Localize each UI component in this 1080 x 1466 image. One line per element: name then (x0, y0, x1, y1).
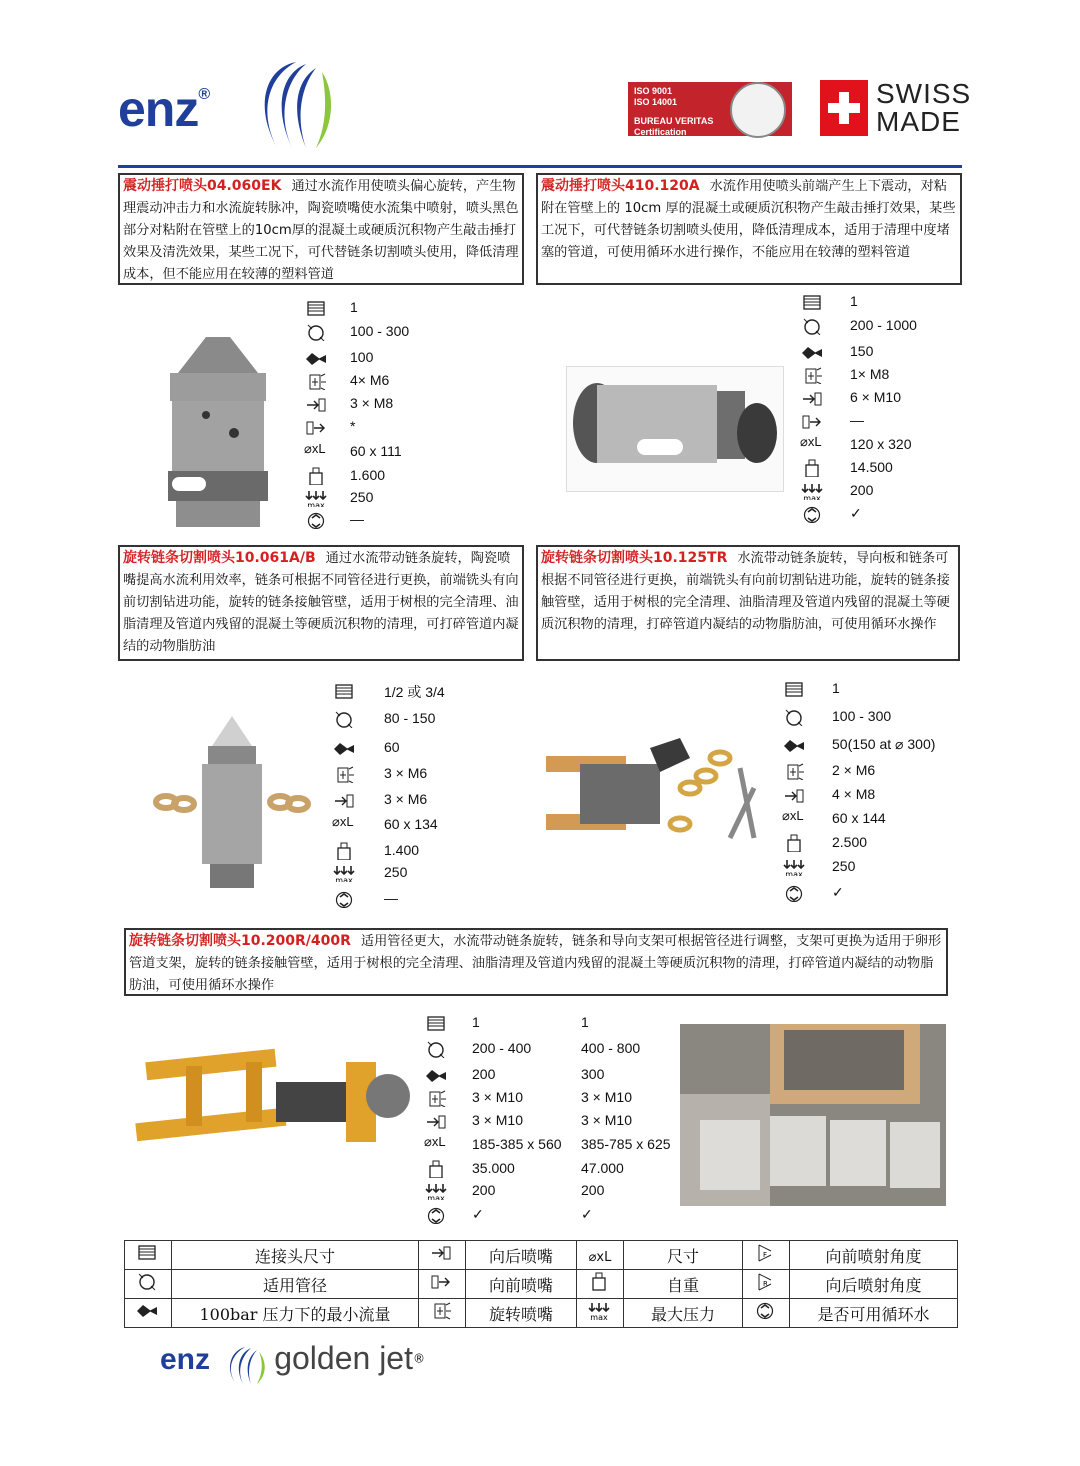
legend-icon-cell (125, 1270, 172, 1299)
product-description-10061ab (118, 545, 524, 661)
dimension-icon: ⌀xL (588, 1249, 612, 1265)
product-image-04060ek (166, 333, 270, 533)
spec-value: 50(150 at ⌀ 300) (832, 736, 936, 752)
legend-label: 适用管径 (172, 1270, 419, 1299)
dimension-icon: ⌀xL (332, 814, 354, 829)
legend-icon-cell (125, 1299, 172, 1328)
spec-value-a: ✓ (472, 1206, 484, 1222)
enz-logo-text: enz (118, 81, 199, 137)
backward-nozzle-icon (429, 1243, 455, 1263)
spec-value: — (850, 412, 864, 428)
legend-icon-cell (125, 1241, 172, 1270)
product-desc-text: 适用管径更大，水流带动链条旋转，链条和导向支架可根据管径进行调整，支架可更换为适用于卵形管道支架，旋转的链条接触管壁，适用于树根的完全清理、油脂清理及管道内残留的混凝土等硬质沉积物的清理，打碎管道内凝结的动物脂肪油，可使用循环水操作 (129, 934, 942, 993)
spec-value: 60 x 111 (350, 443, 402, 459)
registered-mark: ® (198, 86, 210, 103)
recycled-water-icon (332, 890, 358, 908)
legend-row (125, 1270, 958, 1299)
spec-value-a: 185-385 x 560 (472, 1136, 562, 1152)
max-pressure-icon (587, 1301, 613, 1321)
product-image-10125tr (540, 728, 772, 858)
spec-value: 6 × M10 (850, 389, 901, 405)
spec-value-a: 200 (472, 1066, 496, 1082)
pipe-diameter-icon (424, 1040, 450, 1058)
legend-icon-cell (419, 1299, 466, 1328)
spec-value: 1 (832, 680, 840, 696)
spec-value: — (384, 890, 398, 906)
spec-value-b: 385-785 x 625 (581, 1136, 671, 1152)
weight-icon (782, 834, 808, 852)
max-pressure-icon (304, 489, 330, 507)
spec-value: 60 x 134 (384, 816, 438, 832)
recycled-water-icon (800, 505, 826, 523)
forward-angle-icon (753, 1243, 779, 1263)
max-pressure-icon (782, 858, 808, 876)
product-desc-text: 通过水流作用使喷头偏心旋转，产生物理震动冲击力和水流旋转脉冲，陶瓷喷嘴使水流集中喷射，喷头黑色部分对粘附在管壁上的10cm厚的混凝土或硬质沉积物产生敲击捶打效果及清洗效果，某些工况下，可代替链条切割喷头使用，降低清理成本，但不能应用在较薄的塑料管道 (123, 179, 519, 282)
product-title: 旋转链条切割喷头10.125TR (541, 550, 728, 566)
connector-size-icon (800, 293, 826, 311)
spec-value-a: 3 × M10 (472, 1112, 523, 1128)
product-title: 震动捶打喷头410.120A (541, 178, 700, 194)
connector-size-icon (135, 1243, 161, 1263)
spec-value: 14.500 (850, 459, 893, 475)
spec-value: 200 (850, 482, 874, 498)
forward-nozzle-icon (429, 1272, 455, 1292)
legend-label: 向前喷射角度 (790, 1241, 958, 1270)
legend-icon-cell (743, 1241, 790, 1270)
spec-value-a: 200 (472, 1182, 496, 1198)
made-text: MADE (876, 106, 961, 137)
legend-label: 旋转喷嘴 (466, 1299, 577, 1328)
max-pressure-icon (332, 864, 358, 882)
legend-icon-cell (577, 1299, 624, 1328)
spec-value: 60 x 144 (832, 810, 886, 826)
bureau-veritas-certification (628, 82, 792, 136)
weight-icon (304, 467, 330, 485)
connector-size-icon (782, 680, 808, 698)
spec-value-b: ✓ (581, 1206, 593, 1222)
legend-label: 向后喷射角度 (790, 1270, 958, 1299)
recycled-water-icon (304, 511, 330, 529)
spec-value: — (350, 511, 364, 527)
backward-nozzle-icon (782, 786, 808, 804)
backward-angle-icon (753, 1272, 779, 1292)
legend-icon-cell (577, 1270, 624, 1299)
flow-rate-icon (304, 349, 330, 367)
legend-icon-cell (577, 1241, 624, 1270)
legend-label: 最大压力 (624, 1299, 743, 1328)
spec-value: 250 (384, 864, 408, 880)
spec-value: 3 × M6 (384, 765, 428, 781)
spec-value: 4 × M8 (832, 786, 876, 802)
spec-value: 1.600 (350, 467, 386, 483)
spec-value: 2.500 (832, 834, 868, 850)
weight-icon (332, 842, 358, 860)
footer-registered-mark: ® (412, 1351, 425, 1366)
dimension-icon: ⌀xL (424, 1134, 446, 1149)
spec-value: ✓ (850, 505, 862, 521)
forward-nozzle-icon (800, 412, 826, 430)
spec-value: 1 (850, 293, 858, 309)
connector-size-icon (424, 1014, 450, 1032)
spec-value: 1/2 或 3/4 (384, 684, 445, 700)
backward-nozzle-icon (332, 791, 358, 809)
spec-value: 250 (350, 489, 374, 505)
legend-icon-cell (743, 1270, 790, 1299)
dimension-icon: ⌀xL (304, 441, 326, 456)
spec-value-b: 1 (581, 1014, 589, 1030)
rotating-nozzle-icon (782, 762, 808, 780)
legend-label: 是否可用循环水 (790, 1299, 958, 1328)
legend-label: 尺寸 (624, 1241, 743, 1270)
swiss-made-text (876, 80, 971, 136)
spec-value: 100 - 300 (350, 323, 410, 339)
footer-enz-text: enz (160, 1343, 211, 1376)
flow-rate-icon (135, 1301, 161, 1321)
spec-value: 1 (350, 299, 358, 315)
footer-golden-jet-text: golden jet (274, 1340, 413, 1376)
pipe-diameter-icon (800, 317, 826, 335)
flow-rate-icon (800, 343, 826, 361)
spec-value-b: 3 × M10 (581, 1112, 632, 1128)
rotating-nozzle-icon (800, 366, 826, 384)
recycled-water-icon (424, 1206, 450, 1224)
pipe-diameter-icon (135, 1272, 161, 1292)
spec-value-b: 400 - 800 (581, 1040, 641, 1056)
spec-value: 100 - 300 (832, 708, 892, 724)
legend-icon-cell (419, 1270, 466, 1299)
spec-value: 150 (850, 343, 874, 359)
cert-line: BUREAU VERITAS (634, 116, 714, 126)
swiss-text: SWISS (876, 78, 972, 109)
backward-nozzle-icon (424, 1112, 450, 1130)
spec-value: 120 x 320 (850, 436, 912, 452)
backward-nozzle-icon (304, 395, 330, 413)
legend-label: 连接头尺寸 (172, 1241, 419, 1270)
spec-value: 1× M8 (850, 366, 890, 382)
spec-value: 250 (832, 858, 856, 874)
dimension-icon: ⌀xL (782, 808, 804, 823)
product-image-10061ab (152, 716, 312, 890)
header-divider (118, 165, 962, 168)
dimension-icon: ⌀xL (800, 434, 822, 449)
spec-value-a: 200 - 400 (472, 1040, 532, 1056)
max-pressure-icon (424, 1182, 450, 1200)
legend-row (125, 1241, 958, 1270)
spec-value-b: 300 (581, 1066, 605, 1082)
icon-legend-table (124, 1240, 958, 1328)
spec-value: 3 × M6 (384, 791, 428, 807)
product-desc-text: 通过水流带动链条旋转，陶瓷喷嘴提高水流利用效率，链条可根据不同管径进行更换，前端铣头有向前切割钻进功能，旋转的链条接触管壁，适用于树根的完全清理、油脂清理及管道内残留的混凝土等硬质沉积物的清理，可打碎管道内凝结的动物脂肪油 (123, 551, 519, 654)
flow-rate-icon (332, 739, 358, 757)
legend-label: 向前喷嘴 (466, 1270, 577, 1299)
pipe-diameter-icon (332, 710, 358, 728)
spec-value-b: 200 (581, 1182, 605, 1198)
legend-icon-cell (419, 1241, 466, 1270)
spec-value: 100 (350, 349, 374, 365)
product-description-10200r-400r (124, 928, 948, 996)
rotating-nozzle-icon (332, 765, 358, 783)
product-image-10200r-400r (126, 1026, 412, 1166)
spec-value-a: 35.000 (472, 1160, 515, 1176)
spec-value: 200 - 1000 (850, 317, 917, 333)
spec-value: ✓ (832, 884, 844, 900)
rotating-nozzle-icon (424, 1089, 450, 1107)
swiss-flag-icon (820, 80, 868, 136)
weight-icon (424, 1160, 450, 1178)
legend-label: 向后喷嘴 (466, 1241, 577, 1270)
enz-golden-jet-logo (160, 1340, 425, 1387)
pipe-diameter-icon (304, 323, 330, 341)
recycled-water-icon (782, 884, 808, 902)
product-description-04060ek (118, 173, 524, 285)
weight-icon (800, 459, 826, 477)
spec-value: * (350, 418, 356, 434)
spec-value: 1.400 (384, 842, 420, 858)
spec-value: 2 × M6 (832, 762, 876, 778)
spec-value-a: 1 (472, 1014, 480, 1030)
product-desc-text: 水流带动链条旋转，导向板和链条可根据不同管径进行更换，前端铣头有向前切割钻进功能，旋转的链条接触管壁，适用于树根的完全清理、油脂清理及管道内残留的混凝土等硬质沉积物的清理，打碎管道内凝结的动物脂肪油，可使用循环水操作 (541, 551, 950, 632)
legend-label: 自重 (624, 1270, 743, 1299)
product-desc-text: 水流作用使喷头前端产生上下震动，对粘附在管壁上的 10cm 厚的混凝土或硬质沉积物产生敲击捶打效果，某些工况下，可代替链条切割喷头使用，降低清理成本，适用于清理中度堵塞的管道，可使用循环水进行操作，不能应用在较薄的塑料管道 (541, 179, 956, 260)
legend-icon-cell (743, 1299, 790, 1328)
spec-value: 60 (384, 739, 400, 755)
cert-line: ISO 9001 (634, 86, 673, 96)
spec-value-b: 47.000 (581, 1160, 624, 1176)
product-title: 旋转链条切割喷头10.200R/400R (129, 933, 351, 949)
weight-icon (587, 1272, 613, 1292)
cert-line: Certification (634, 127, 687, 137)
rotating-nozzle-icon (429, 1301, 455, 1321)
product-description-410120a (536, 173, 962, 285)
connector-size-icon (332, 682, 358, 700)
flow-rate-icon (424, 1066, 450, 1084)
max-pressure-icon (800, 482, 826, 500)
spec-value: 80 - 150 (384, 710, 436, 726)
swiss-made-badge (820, 78, 972, 138)
spec-value-b: 3 × M10 (581, 1089, 632, 1105)
rotating-nozzle-icon (304, 372, 330, 390)
enz-logo (118, 80, 209, 138)
product-packaging-photo (680, 1024, 946, 1206)
legend-label: 100bar 压力下的最小流量 (172, 1299, 419, 1328)
cert-line: ISO 14001 (634, 97, 678, 107)
recycled-water-icon (753, 1301, 779, 1321)
product-image-410120a (566, 366, 784, 492)
product-description-10125tr (536, 545, 960, 661)
enz-swirl-footer-icon (217, 1343, 267, 1387)
spec-value-a: 3 × M10 (472, 1089, 523, 1105)
legend-row (125, 1299, 958, 1328)
pipe-diameter-icon (782, 708, 808, 726)
product-title: 震动捶打喷头04.060EK (123, 178, 282, 194)
product-title: 旋转链条切割喷头10.061A/B (123, 550, 316, 566)
enz-swirl-logo-icon (236, 54, 336, 154)
bureau-veritas-seal-icon (730, 82, 786, 138)
backward-nozzle-icon (800, 389, 826, 407)
spec-value: 3 × M8 (350, 395, 394, 411)
connector-size-icon (304, 299, 330, 317)
spec-value: 4× M6 (350, 372, 390, 388)
forward-nozzle-icon (304, 418, 330, 436)
flow-rate-icon (782, 736, 808, 754)
